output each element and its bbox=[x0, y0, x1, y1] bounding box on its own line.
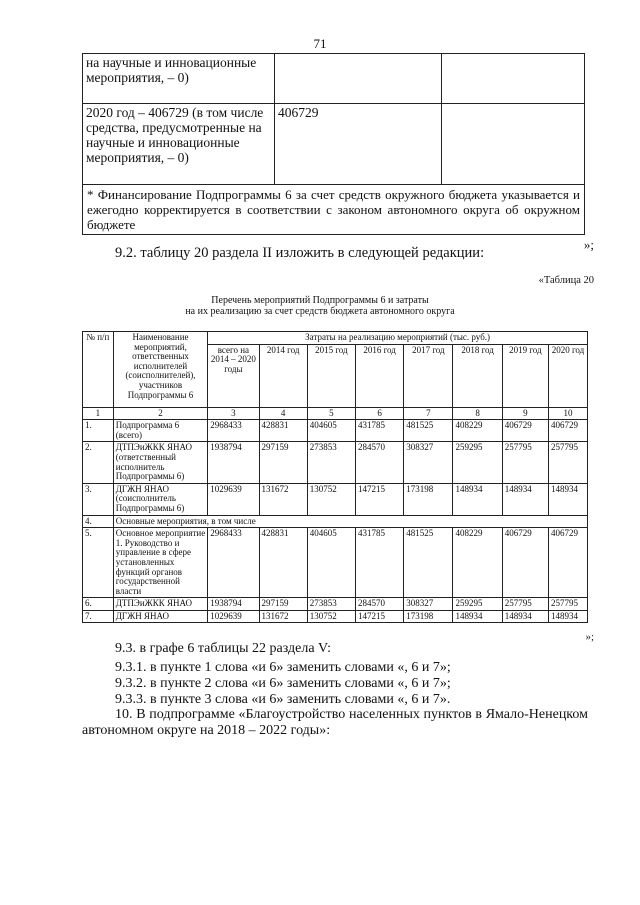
header-year: 2020 год bbox=[548, 344, 587, 407]
table-row bbox=[83, 528, 588, 598]
row-value: 259295 bbox=[453, 442, 502, 483]
table-row bbox=[83, 104, 585, 185]
row-value: 406729 bbox=[548, 528, 587, 598]
row-value: 148934 bbox=[453, 483, 502, 515]
row-value: 428831 bbox=[259, 420, 307, 442]
table-cell bbox=[442, 54, 585, 104]
column-number: 5 bbox=[307, 407, 355, 420]
row-value: 297159 bbox=[259, 598, 307, 611]
column-number: 4 bbox=[259, 407, 307, 420]
row-num: 1. bbox=[83, 420, 114, 442]
column-number: 6 bbox=[355, 407, 403, 420]
row-value: 130752 bbox=[307, 483, 355, 515]
table-cell bbox=[275, 54, 442, 104]
paragraph-9-2: 9.2. таблицу 20 раздела II изложить в следующей редакции: bbox=[115, 245, 485, 261]
row-name: ДГЖН ЯНАО (соисполнитель Подпрограммы 6) bbox=[113, 483, 207, 515]
row-value: 173198 bbox=[404, 483, 453, 515]
row-name: Подпрограмма 6 (всего) bbox=[113, 420, 207, 442]
row-value: 1029639 bbox=[208, 483, 259, 515]
table-row bbox=[83, 420, 588, 442]
row-value: 148934 bbox=[502, 610, 548, 623]
row-value: 148934 bbox=[548, 610, 587, 623]
row-value: 404605 bbox=[307, 528, 355, 598]
row-name: Основное мероприятие 1. Руководство и управление в сфере установленных функций органов государственной власти bbox=[113, 528, 207, 598]
row-value: 257795 bbox=[548, 442, 587, 483]
table-title bbox=[0, 295, 640, 317]
row-value: 308327 bbox=[404, 598, 453, 611]
column-number-row bbox=[83, 407, 588, 420]
header-year: 2016 год bbox=[355, 344, 403, 407]
row-value: 431785 bbox=[355, 528, 403, 598]
row-num: 2. bbox=[83, 442, 114, 483]
column-number: 1 bbox=[83, 407, 114, 420]
table-row bbox=[83, 515, 588, 528]
table-row bbox=[83, 54, 585, 104]
header-total: всего на 2014 – 2020 годы bbox=[208, 344, 259, 407]
paragraph-10: 10. В подпрограмме «Благоустройство населенных пунктов в Ямало-Ненецком автономном округе на 2018 – 2022 годы»: bbox=[82, 707, 588, 738]
paragraph-9-3-1: 9.3.1. в пункте 1 слова «и 6» заменить словами «, 6 и 7»; bbox=[115, 660, 451, 675]
row-value: 284570 bbox=[355, 442, 403, 483]
column-number: 2 bbox=[113, 407, 207, 420]
row-value: 259295 bbox=[453, 598, 502, 611]
row-value: 1029639 bbox=[208, 610, 259, 623]
row-value: 148934 bbox=[453, 610, 502, 623]
table-row bbox=[83, 598, 588, 611]
column-number: 8 bbox=[453, 407, 502, 420]
row-value: 2968433 bbox=[208, 420, 259, 442]
row-num: 4. bbox=[83, 515, 114, 528]
row-value: 404605 bbox=[307, 420, 355, 442]
row-value: 131672 bbox=[259, 483, 307, 515]
row-value: 2968433 bbox=[208, 528, 259, 598]
row-value: 406729 bbox=[502, 528, 548, 598]
funding-note: * Финансирование Подпрограммы 6 за счет средств окружного бюджета указывается и ежегодно корректируется в соответствии с законом автономного округа об окружном бюджете bbox=[83, 185, 585, 235]
row-value: 147215 bbox=[355, 610, 403, 623]
table-row bbox=[83, 185, 585, 235]
row-value: 408229 bbox=[453, 528, 502, 598]
section-heading: Основные мероприятия, в том числе bbox=[113, 515, 587, 528]
row-value: 297159 bbox=[259, 442, 307, 483]
paragraph-9-3-2: 9.3.2. в пункте 2 слова «и 6» заменить словами «, 6 и 7»; bbox=[115, 676, 451, 691]
funding-table-continuation bbox=[82, 53, 585, 235]
row-value: 130752 bbox=[307, 610, 355, 623]
column-number: 3 bbox=[208, 407, 259, 420]
closing-quote: »; bbox=[583, 237, 594, 252]
table-row bbox=[83, 442, 588, 483]
row-value: 173198 bbox=[404, 610, 453, 623]
table-title-line-1: Перечень мероприятий Подпрограммы 6 и затраты bbox=[211, 295, 429, 306]
row-num: 3. bbox=[83, 483, 114, 515]
row-num: 5. bbox=[83, 528, 114, 598]
row-value: 284570 bbox=[355, 598, 403, 611]
table-header-row bbox=[83, 332, 588, 345]
header-num: № п/п bbox=[83, 332, 114, 408]
row-value: 1938794 bbox=[208, 598, 259, 611]
header-year: 2014 год bbox=[259, 344, 307, 407]
row-value: 406729 bbox=[502, 420, 548, 442]
column-number: 9 bbox=[502, 407, 548, 420]
table-cell: 406729 bbox=[275, 104, 442, 185]
table-cell: 2020 год – 406729 (в том числе средства, предусмотренные на научные и инновационные мероприятия, – 0) bbox=[83, 104, 275, 185]
header-name: Наименование мероприятий, ответственных исполнителей (соисполнителей), участников Подпрограммы 6 bbox=[113, 332, 207, 408]
paragraph-9-3: 9.3. в графе 6 таблицы 22 раздела V: bbox=[115, 641, 331, 656]
row-value: 257795 bbox=[502, 598, 548, 611]
row-value: 131672 bbox=[259, 610, 307, 623]
header-year: 2019 год bbox=[502, 344, 548, 407]
table-label: «Таблица 20 bbox=[538, 275, 594, 286]
header-costs: Затраты на реализацию мероприятий (тыс. руб.) bbox=[208, 332, 588, 345]
table-cell bbox=[442, 104, 585, 185]
header-year: 2017 год bbox=[404, 344, 453, 407]
header-year: 2018 год bbox=[453, 344, 502, 407]
closing-quote: »; bbox=[585, 631, 594, 643]
row-value: 1938794 bbox=[208, 442, 259, 483]
column-number: 7 bbox=[404, 407, 453, 420]
column-number: 10 bbox=[548, 407, 587, 420]
row-num: 7. bbox=[83, 610, 114, 623]
table-row bbox=[83, 610, 588, 623]
row-value: 147215 bbox=[355, 483, 403, 515]
row-value: 273853 bbox=[307, 442, 355, 483]
header-year: 2015 год bbox=[307, 344, 355, 407]
row-value: 257795 bbox=[502, 442, 548, 483]
row-value: 408229 bbox=[453, 420, 502, 442]
row-value: 481525 bbox=[404, 420, 453, 442]
row-value: 428831 bbox=[259, 528, 307, 598]
row-value: 481525 bbox=[404, 528, 453, 598]
row-value: 257795 bbox=[548, 598, 587, 611]
table-cell: на научные и инновационные мероприятия, – 0) bbox=[83, 54, 275, 104]
table-title-line-2: на их реализацию за счет средств бюджета автономного округа bbox=[185, 306, 455, 317]
row-value: 308327 bbox=[404, 442, 453, 483]
row-value: 431785 bbox=[355, 420, 403, 442]
row-value: 148934 bbox=[502, 483, 548, 515]
row-num: 6. bbox=[83, 598, 114, 611]
row-value: 406729 bbox=[548, 420, 587, 442]
page-number: 71 bbox=[313, 36, 327, 51]
costs-table bbox=[82, 331, 588, 623]
table-row bbox=[83, 483, 588, 515]
paragraph-9-3-3: 9.3.3. в пункте 3 слова «и 6» заменить словами «, 6 и 7». bbox=[115, 692, 451, 707]
row-value: 273853 bbox=[307, 598, 355, 611]
row-name: ДТПЭиЖКК ЯНАО bbox=[113, 598, 207, 611]
row-value: 148934 bbox=[548, 483, 587, 515]
row-name: ДТПЭиЖКК ЯНАО (ответственный исполнитель Подпрограммы 6) bbox=[113, 442, 207, 483]
row-name: ДГЖН ЯНАО bbox=[113, 610, 207, 623]
